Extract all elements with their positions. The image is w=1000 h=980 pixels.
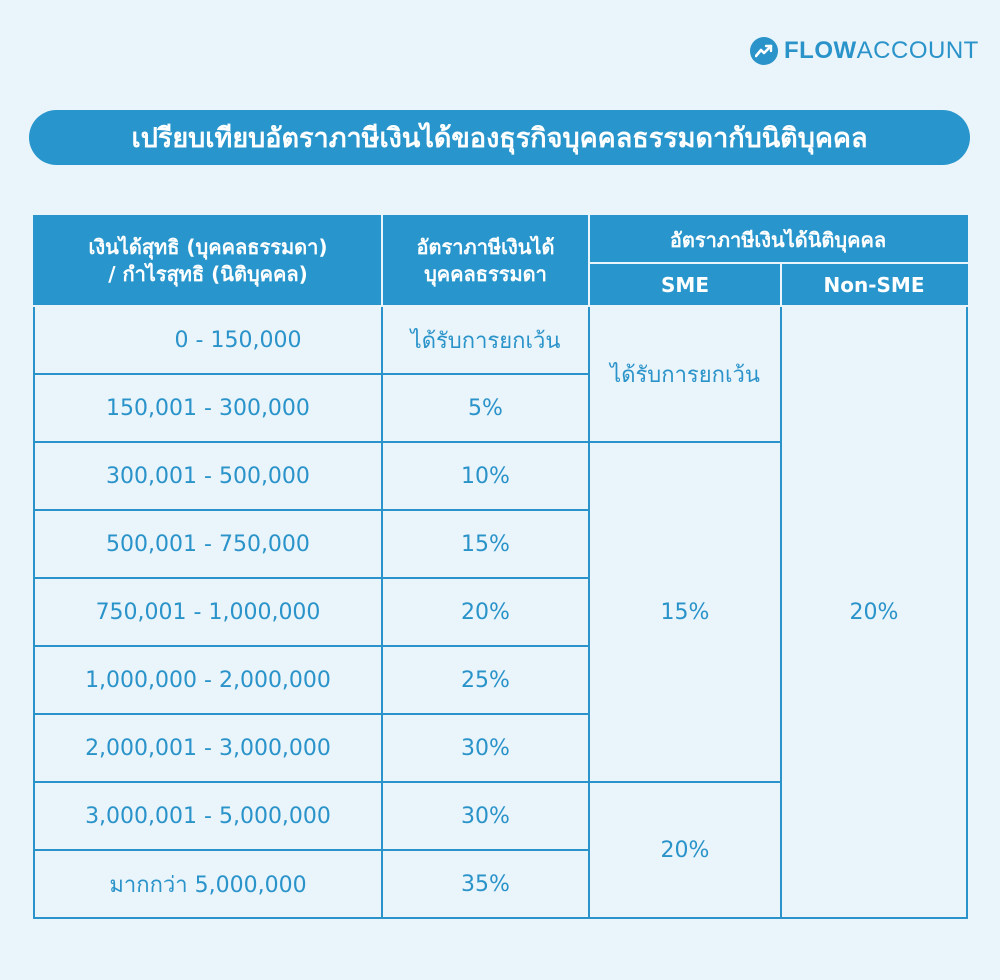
personal-rate-cell: 35% [382,850,589,918]
header-corporate-rate: อัตราภาษีเงินได้นิติบุคคล [589,216,967,263]
header-personal-rate: อัตราภาษีเงินได้ บุคคลธรรมดา [382,216,589,306]
trend-line-icon [750,37,778,65]
income-cell: 2,000,001 - 3,000,000 [34,714,382,782]
income-cell: 1,000,000 - 2,000,000 [34,646,382,714]
table-row [34,306,967,374]
personal-rate-cell: ได้รับการยกเว้น [382,306,589,374]
income-cell: 500,001 - 750,000 [34,510,382,578]
income-cell: มากกว่า 5,000,000 [34,850,382,918]
personal-rate-cell: 30% [382,782,589,850]
non-sme-rate-cell: 20% [781,306,967,918]
income-cell: 300,001 - 500,000 [34,442,382,510]
tax-comparison-table [33,215,968,919]
page-title: เปรียบเทียบอัตราภาษีเงินได้ของธุรกิจบุคคลธรรมดากับนิติบุคคล [131,123,868,154]
sme-rate-cell: ได้รับการยกเว้น [589,306,781,442]
personal-rate-cell: 5% [382,374,589,442]
personal-rate-cell: 20% [382,578,589,646]
header-non-sme: Non-SME [781,263,967,306]
sme-rate-cell: 20% [589,782,781,918]
personal-rate-cell: 30% [382,714,589,782]
flowaccount-logo [750,37,979,65]
income-cell: 150,001 - 300,000 [34,374,382,442]
income-cell: 0 - 150,000 [34,306,382,374]
personal-rate-cell: 15% [382,510,589,578]
income-cell: 750,001 - 1,000,000 [34,578,382,646]
personal-rate-cell: 10% [382,442,589,510]
sme-rate-cell: 15% [589,442,781,782]
brand-name: FLOWACCOUNT [784,37,979,64]
header-income: เงินได้สุทธิ (บุคคลธรรมดา) / กำไรสุทธิ (นิติบุคคล) [34,216,382,306]
personal-rate-cell: 25% [382,646,589,714]
page-title-banner [29,110,970,165]
header-sme: SME [589,263,781,306]
income-cell: 3,000,001 - 5,000,000 [34,782,382,850]
